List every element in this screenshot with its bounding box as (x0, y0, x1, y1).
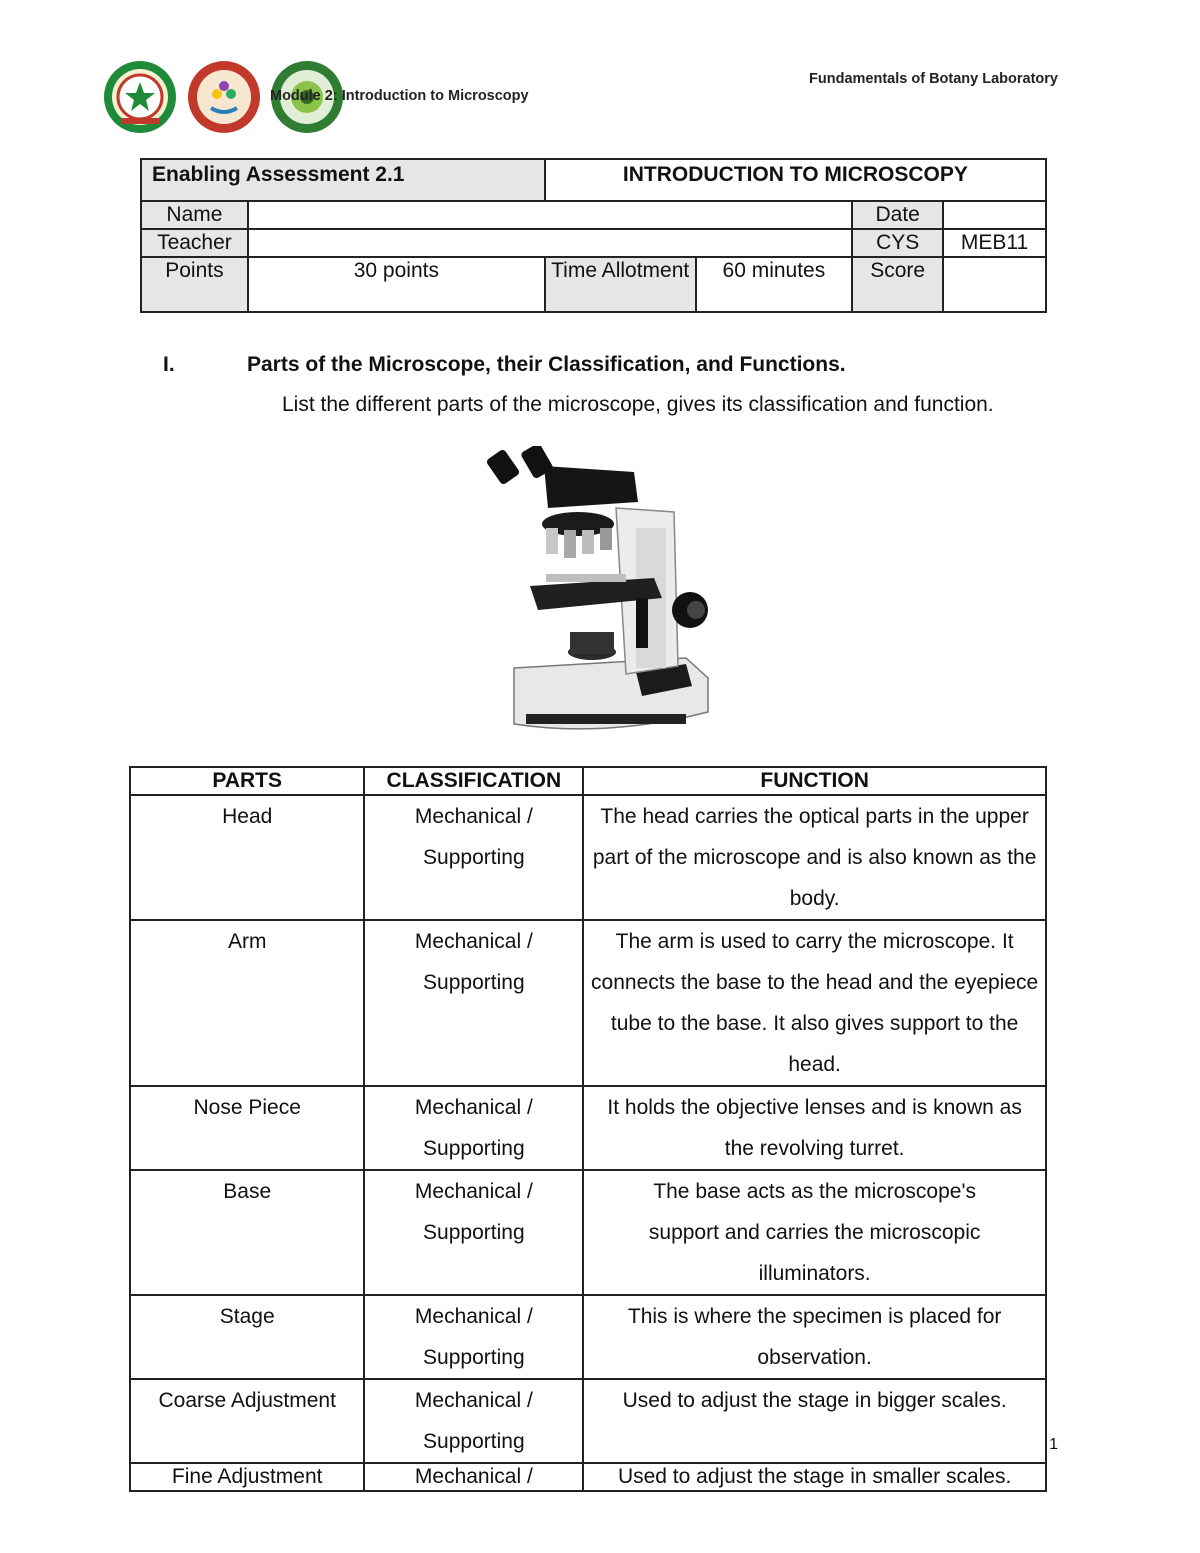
part-classification: Mechanical / Supporting (364, 1379, 583, 1463)
part-name: Nose Piece (130, 1086, 364, 1170)
part-name: Stage (130, 1295, 364, 1379)
section-instruction: List the different parts of the microscope, gives its classification and function. (282, 393, 994, 416)
part-function: It holds the objective lenses and is known as the revolving turret. (583, 1086, 1046, 1170)
date-field[interactable] (943, 201, 1046, 229)
table-row (130, 795, 1046, 920)
part-name: Head (130, 795, 364, 920)
points-value: 30 points (248, 257, 545, 312)
part-classification: Mechanical / Supporting (364, 920, 583, 1086)
university-seal-logo (103, 60, 177, 134)
cys-value: MEB11 (943, 229, 1046, 257)
part-function: Used to adjust the stage in smaller scales. (583, 1463, 1046, 1491)
points-label: Points (141, 257, 248, 312)
table-row (130, 920, 1046, 1086)
teacher-label: Teacher (141, 229, 248, 257)
teacher-field[interactable] (248, 229, 852, 257)
part-function: The base acts as the microscope's support and carries the microscopic illuminators. (583, 1170, 1046, 1295)
module-title: Module 2: Introduction to Microscopy (270, 88, 529, 104)
table-row (130, 1295, 1046, 1379)
page-number: 1 (1049, 1436, 1058, 1453)
part-name: Coarse Adjustment (130, 1379, 364, 1463)
part-function: This is where the specimen is placed for observation. (583, 1295, 1046, 1379)
part-name: Base (130, 1170, 364, 1295)
part-classification: Mechanical / Supporting (364, 795, 583, 920)
part-name: Arm (130, 920, 364, 1086)
column-header-classification: CLASSIFICATION (364, 767, 583, 795)
column-header-function: FUNCTION (583, 767, 1046, 795)
part-function: The head carries the optical parts in the upper part of the microscope and is also known as the body. (583, 795, 1046, 920)
table-row (130, 1170, 1046, 1295)
part-classification: Mechanical / Supporting (364, 1170, 583, 1295)
column-header-parts: PARTS (130, 767, 364, 795)
name-label: Name (141, 201, 248, 229)
score-field[interactable] (943, 257, 1046, 312)
part-classification: Mechanical / Supporting (364, 1295, 583, 1379)
table-row (130, 1086, 1046, 1170)
course-title: Fundamentals of Botany Laboratory (809, 71, 1058, 87)
score-label: Score (852, 257, 943, 312)
part-name: Fine Adjustment (130, 1463, 364, 1491)
table-row (130, 1463, 1046, 1491)
college-seal-logo (187, 60, 261, 134)
topic-title: INTRODUCTION TO MICROSCOPY (545, 159, 1046, 201)
part-function: Used to adjust the stage in bigger scales. (583, 1379, 1046, 1463)
microscope-image (486, 446, 716, 734)
time-allotment-label: Time Allotment (545, 257, 696, 312)
part-function: The arm is used to carry the microscope. It connects the base to the head and the eyepiece tube to the base. It also gives support to the head. (583, 920, 1046, 1086)
section-number: I. (163, 353, 175, 376)
part-classification: Mechanical / Supporting (364, 1086, 583, 1170)
date-label: Date (852, 201, 943, 229)
section-title: Parts of the Microscope, their Classification, and Functions. (247, 353, 846, 376)
part-classification: Mechanical / (364, 1463, 583, 1491)
assessment-title: Enabling Assessment 2.1 (141, 159, 545, 201)
cys-label: CYS (852, 229, 943, 257)
table-row (130, 1379, 1046, 1463)
time-allotment-value: 60 minutes (696, 257, 853, 312)
microscope-parts-table (129, 766, 1047, 1492)
assessment-info-table (140, 158, 1047, 313)
name-field[interactable] (248, 201, 852, 229)
